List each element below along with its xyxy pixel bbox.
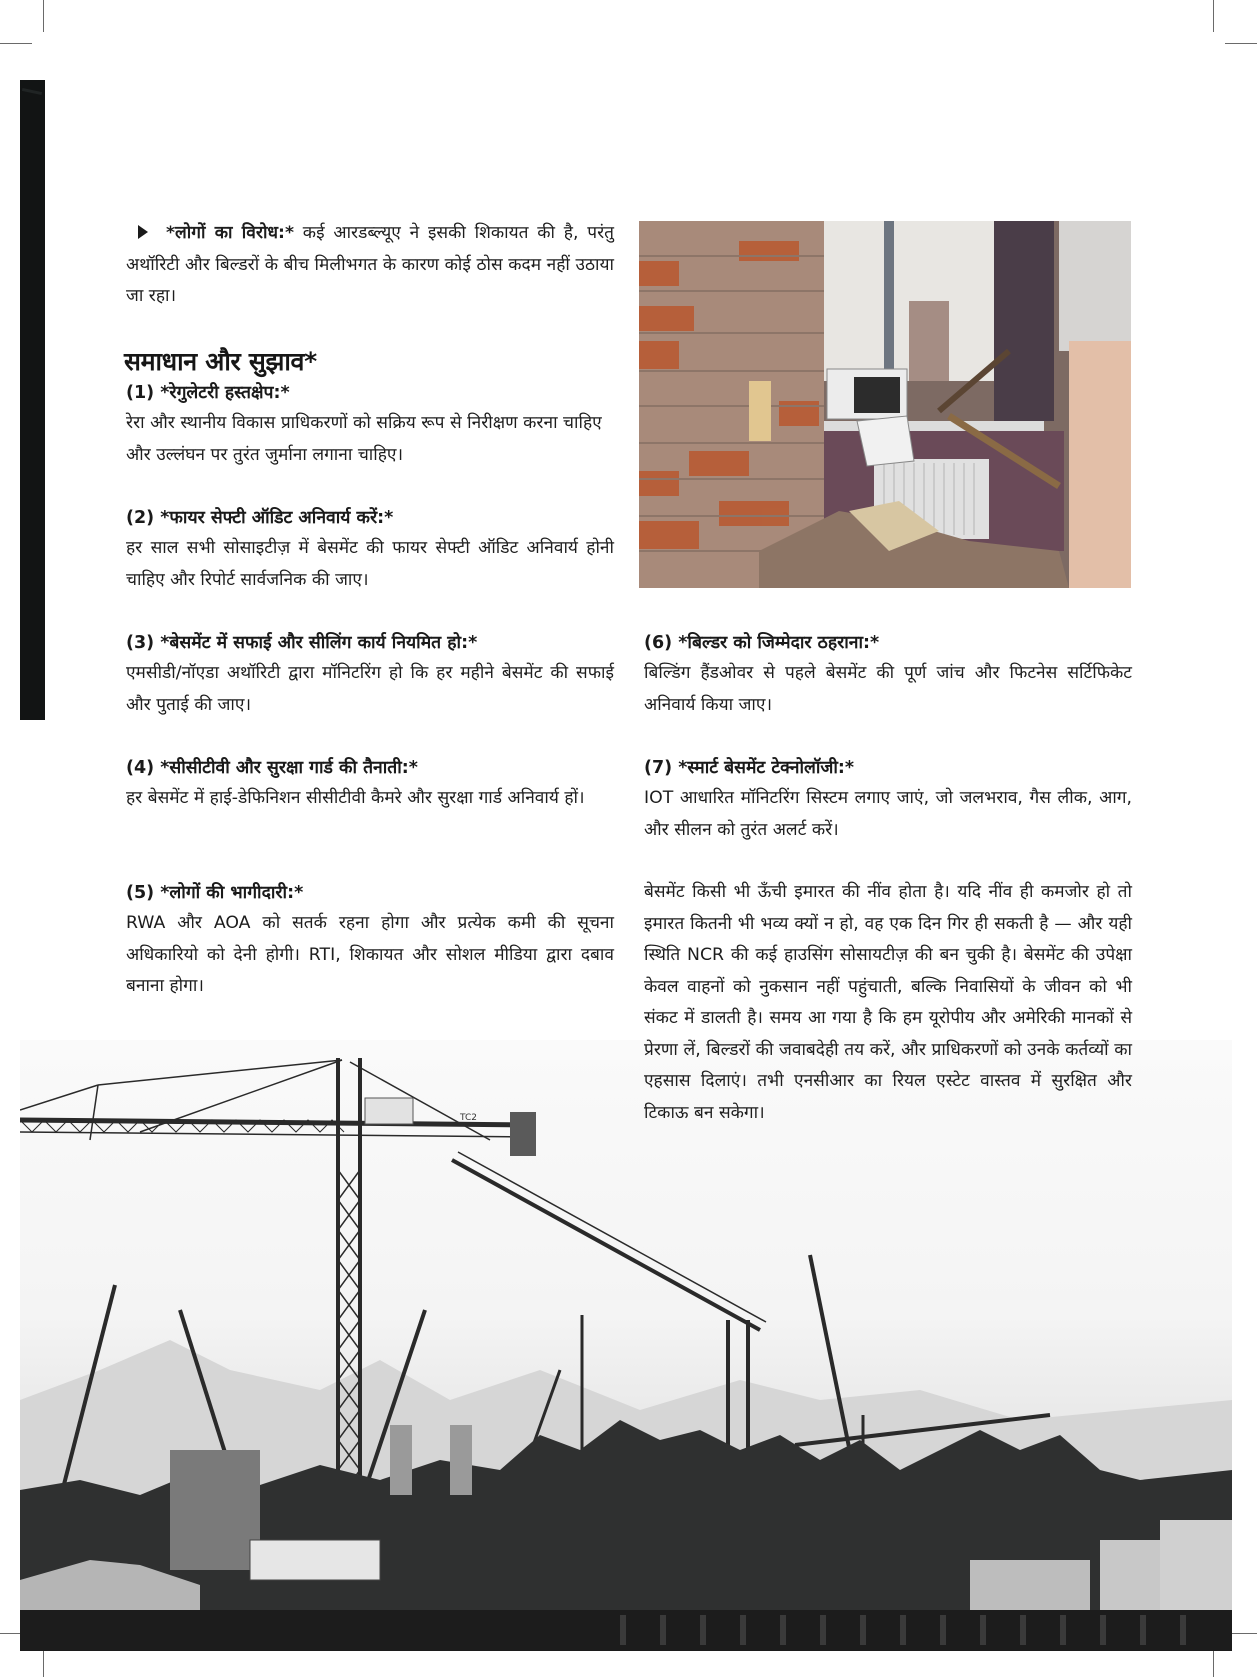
suggestion-item-4 bbox=[126, 753, 614, 815]
bullet-text: कई आरडब्ल्यूए ने इसकी शिकायत की है, परंतु अथॉरिटी और बिल्डरों के बीच मिलीभगत के कारण कोई ठोस कदम नहीं उठाया जा रहा। bbox=[126, 223, 614, 306]
bullet-triangle-icon bbox=[138, 225, 148, 239]
suggestion-body: IOT आधारित मॉनिटरिंग सिस्टम लगाए जाएं, जो जलभराव, गैस लीक, आग, और सीलन को तुरंत अलर्ट करें। bbox=[644, 788, 1133, 840]
suggestion-body: हर साल सभी सोसाइटीज़ में बेसमेंट की फायर सेफ्टी ऑडिट अनिवार्य होनी चाहिए और रिपोर्ट सार्वजनिक की जाए। bbox=[126, 538, 614, 590]
crop-mark-top-right-v bbox=[1213, 0, 1214, 32]
crop-mark-top-right-h bbox=[1225, 43, 1257, 44]
suggestion-title: (3) *बेसमेंट में सफाई और सीलिंग कार्य नियमित हो:* bbox=[126, 633, 478, 653]
suggestion-item-6 bbox=[644, 628, 1132, 721]
suggestion-item-5 bbox=[126, 878, 614, 1003]
suggestion-title: (6) *बिल्डर को जिम्मेदार ठहराना:* bbox=[644, 633, 880, 653]
conclusion-text: बेसमेंट किसी भी ऊँची इमारत की नींव होता है। यदि नींव ही कमजोर हो तो इमारत कितनी भी भव्य क्यों न हो, वह एक दिन गिर ही सकती है — और यही स्थिति NCR की कई हाउसिंग सोसायटीज़ की बन चुकी है। बेसमेंट की उपेक्षा केवल वाहनों को नुकसान नहीं पहुंचाती, बल्कि निवासियों के जीवन को भी संकट में डालती है। समय आ गया है कि हम यूरोपीय और अमेरिकी मानकों से प्रेरणा लें, बिल्डरों की जवाबदेही तय करें, और प्राधिकरणों को उनके कर्तव्यों का एहसास दिलाएं। तभी एनसीआर का रियल एस्टेट वास्तव में सुरक्षित और टिकाऊ बन सकेगा। bbox=[644, 882, 1132, 1123]
suggestion-item-2 bbox=[126, 503, 614, 596]
side-decorative-bar bbox=[20, 80, 45, 720]
suggestion-title: (4) *सीसीटीवी और सुरक्षा गार्ड की तैनाती:* bbox=[126, 758, 418, 778]
section-heading: समाधान और सुझाव* bbox=[124, 347, 317, 376]
suggestion-item-1 bbox=[126, 378, 614, 471]
crop-mark-top-left-v bbox=[43, 0, 44, 32]
cranes-illustration bbox=[20, 1040, 1232, 1651]
conclusion-paragraph bbox=[644, 877, 1132, 1129]
suggestion-title: (5) *लोगों की भागीदारी:* bbox=[126, 883, 304, 903]
suggestion-body: रेरा और स्थानीय विकास प्राधिकरणों को सक्रिय रूप से निरीक्षण करना चाहिए और उल्लंघन पर तुरंत जुर्माना लगाना चाहिए। bbox=[126, 413, 602, 465]
crane-label: TC2 bbox=[460, 1113, 477, 1123]
suggestion-body: RWA और AOA को सतर्क रहना होगा और प्रत्येक कमी की सूचना अधिकारियो को देनी होगी। RTI, शिकायत और सोशल मीडिया द्वारा दबाव बनाना होगा। bbox=[126, 913, 614, 996]
suggestion-body: बिल्डिंग हैंडओवर से पहले बेसमेंट की पूर्ण जांच और फिटनेस सर्टिफिकेट अनिवार्य किया जाए। bbox=[644, 663, 1132, 715]
suggestion-item-3 bbox=[126, 628, 614, 721]
crop-mark-top-left-h bbox=[0, 43, 32, 44]
suggestion-body: एमसीडी/नॉएडा अथॉरिटी द्वारा मॉनिटरिंग हो कि हर महीने बेसमेंट की सफाई और पुताई की जाए। bbox=[126, 663, 614, 715]
damaged-room-illustration bbox=[639, 221, 1131, 588]
suggestion-title: (2) *फायर सेफ्टी ऑडिट अनिवार्य करें:* bbox=[126, 508, 394, 528]
suggestion-item-7 bbox=[644, 753, 1132, 846]
suggestion-title: (1) *रेगुलेटरी हस्तक्षेप:* bbox=[126, 383, 290, 403]
bullet-label: *लोगों का विरोध:* bbox=[166, 223, 295, 243]
suggestion-title: (7) *स्मार्ट बेसमेंट टेक्नोलॉजी:* bbox=[644, 758, 855, 778]
construction-cranes-photo bbox=[20, 1040, 1232, 1651]
intro-bullet-paragraph bbox=[126, 218, 614, 313]
suggestion-body: हर बेसमेंट में हाई-डेफिनिशन सीसीटीवी कैमरे और सुरक्षा गार्ड अनिवार्य हों। bbox=[126, 788, 585, 808]
damaged-room-photo bbox=[639, 221, 1131, 588]
